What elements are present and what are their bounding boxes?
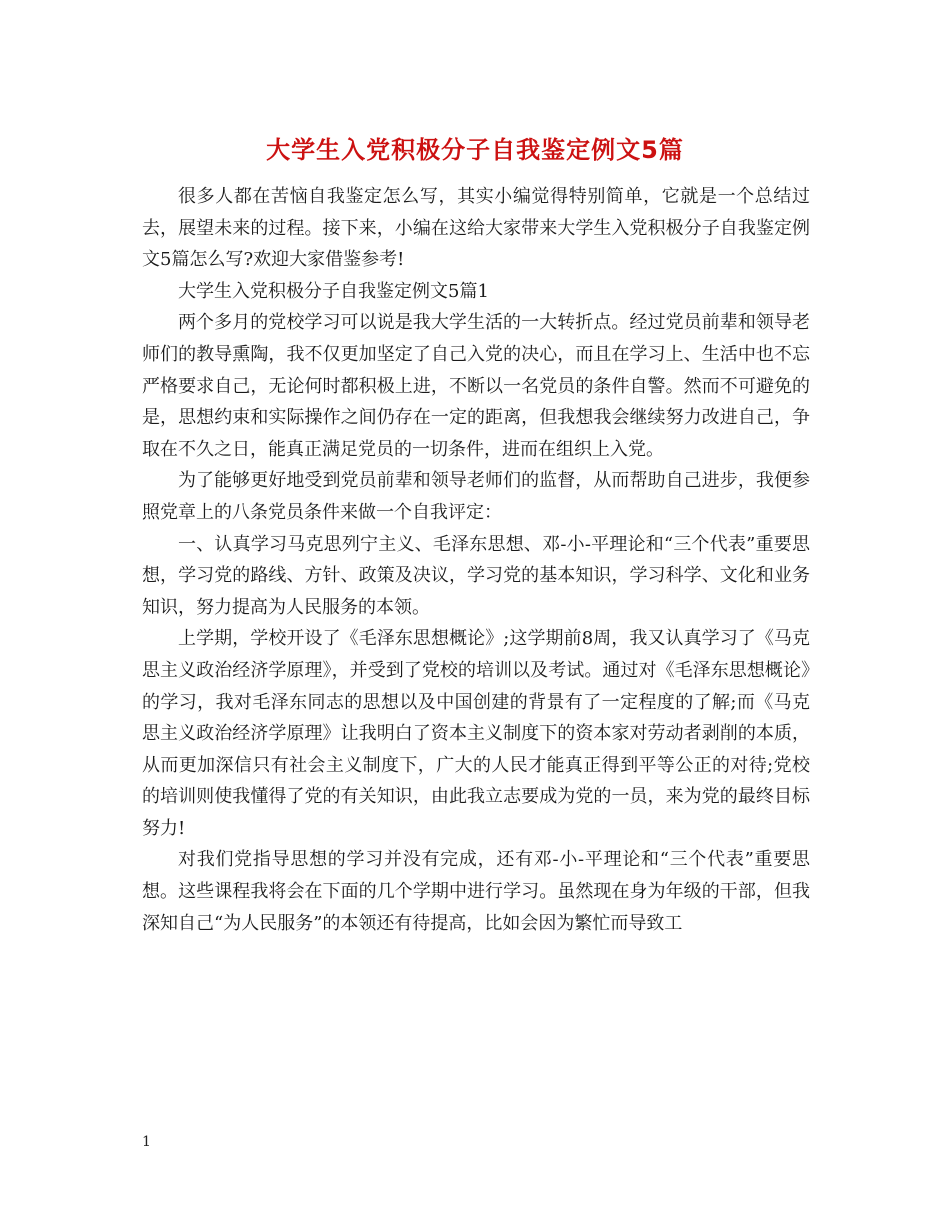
paragraph: 上学期，学校开设了《毛泽东思想概论》;这学期前8周，我又认真学习了《马克思主义政治经济学原理》，并受到了党校的培训以及考试。通过对《毛泽东思想概论》的学习，我对毛泽东同志的思想以及中国创建的背景有了一定程度的了解;而《马克思主义政治经济学原理》让我明白了资本主义制度下的资本家对劳动者剥削的本质，从而更加深信只有社会主义制度下，广大的人民才能真正得到平等公正的对待;党校的培训则使我懂得了党的有关知识，由此我立志要成为党的一员，来为党的最终目标努力! [142,628,810,839]
document-body [142,181,810,939]
paragraph-section-heading: 大学生入党积极分子自我鉴定例文5篇1 [178,280,489,302]
document-title: 大学生入党积极分子自我鉴定例文5篇 [266,136,684,164]
paragraph: 为了能够更好地受到党员前辈和领导老师们的监督，从而帮助自己进步，我便参照党章上的八条党员条件来做一个自我评定： [142,470,810,523]
paragraph: 两个多月的党校学习可以说是我大学生活的一大转折点。经过党员前辈和领导老师们的教导熏陶，我不仅更加坚定了自己入党的决心，而且在学习上、生活中也不忘严格要求自己，无论何时都积极上进，不断以一名党员的条件自警。然而不可避免的是，思想约束和实际操作之间仍存在一定的距离，但我想我会继续努力改进自己，争取在不久之日，能真正满足党员的一切条件，进而在组织上入党。 [142,312,810,460]
paragraph-intro: 很多人都在苦恼自我鉴定怎么写，其实小编觉得特别简单，它就是一个总结过去，展望未来的过程。接下来，小编在这给大家带来大学生入党积极分子自我鉴定例文5篇怎么写?欢迎大家借鉴参考! [142,186,810,271]
page-number: 1 [142,1134,151,1150]
paragraph: 对我们党指导思想的学习并没有完成，还有邓-小-平理论和“三个代表”重要思想。这些课程我将会在下面的几个学期中进行学习。虽然现在身为年级的干部，但我深知自己“为人民服务”的本领还有待提高，比如会因为繁忙而导致工 [142,849,810,934]
paragraph: 一、认真学习马克思列宁主义、毛泽东思想、邓-小-平理论和“三个代表”重要思想，学习党的路线、方针、政策及决议，学习党的基本知识，学习科学、文化和业务知识，努力提高为人民服务的本领。 [142,533,810,618]
